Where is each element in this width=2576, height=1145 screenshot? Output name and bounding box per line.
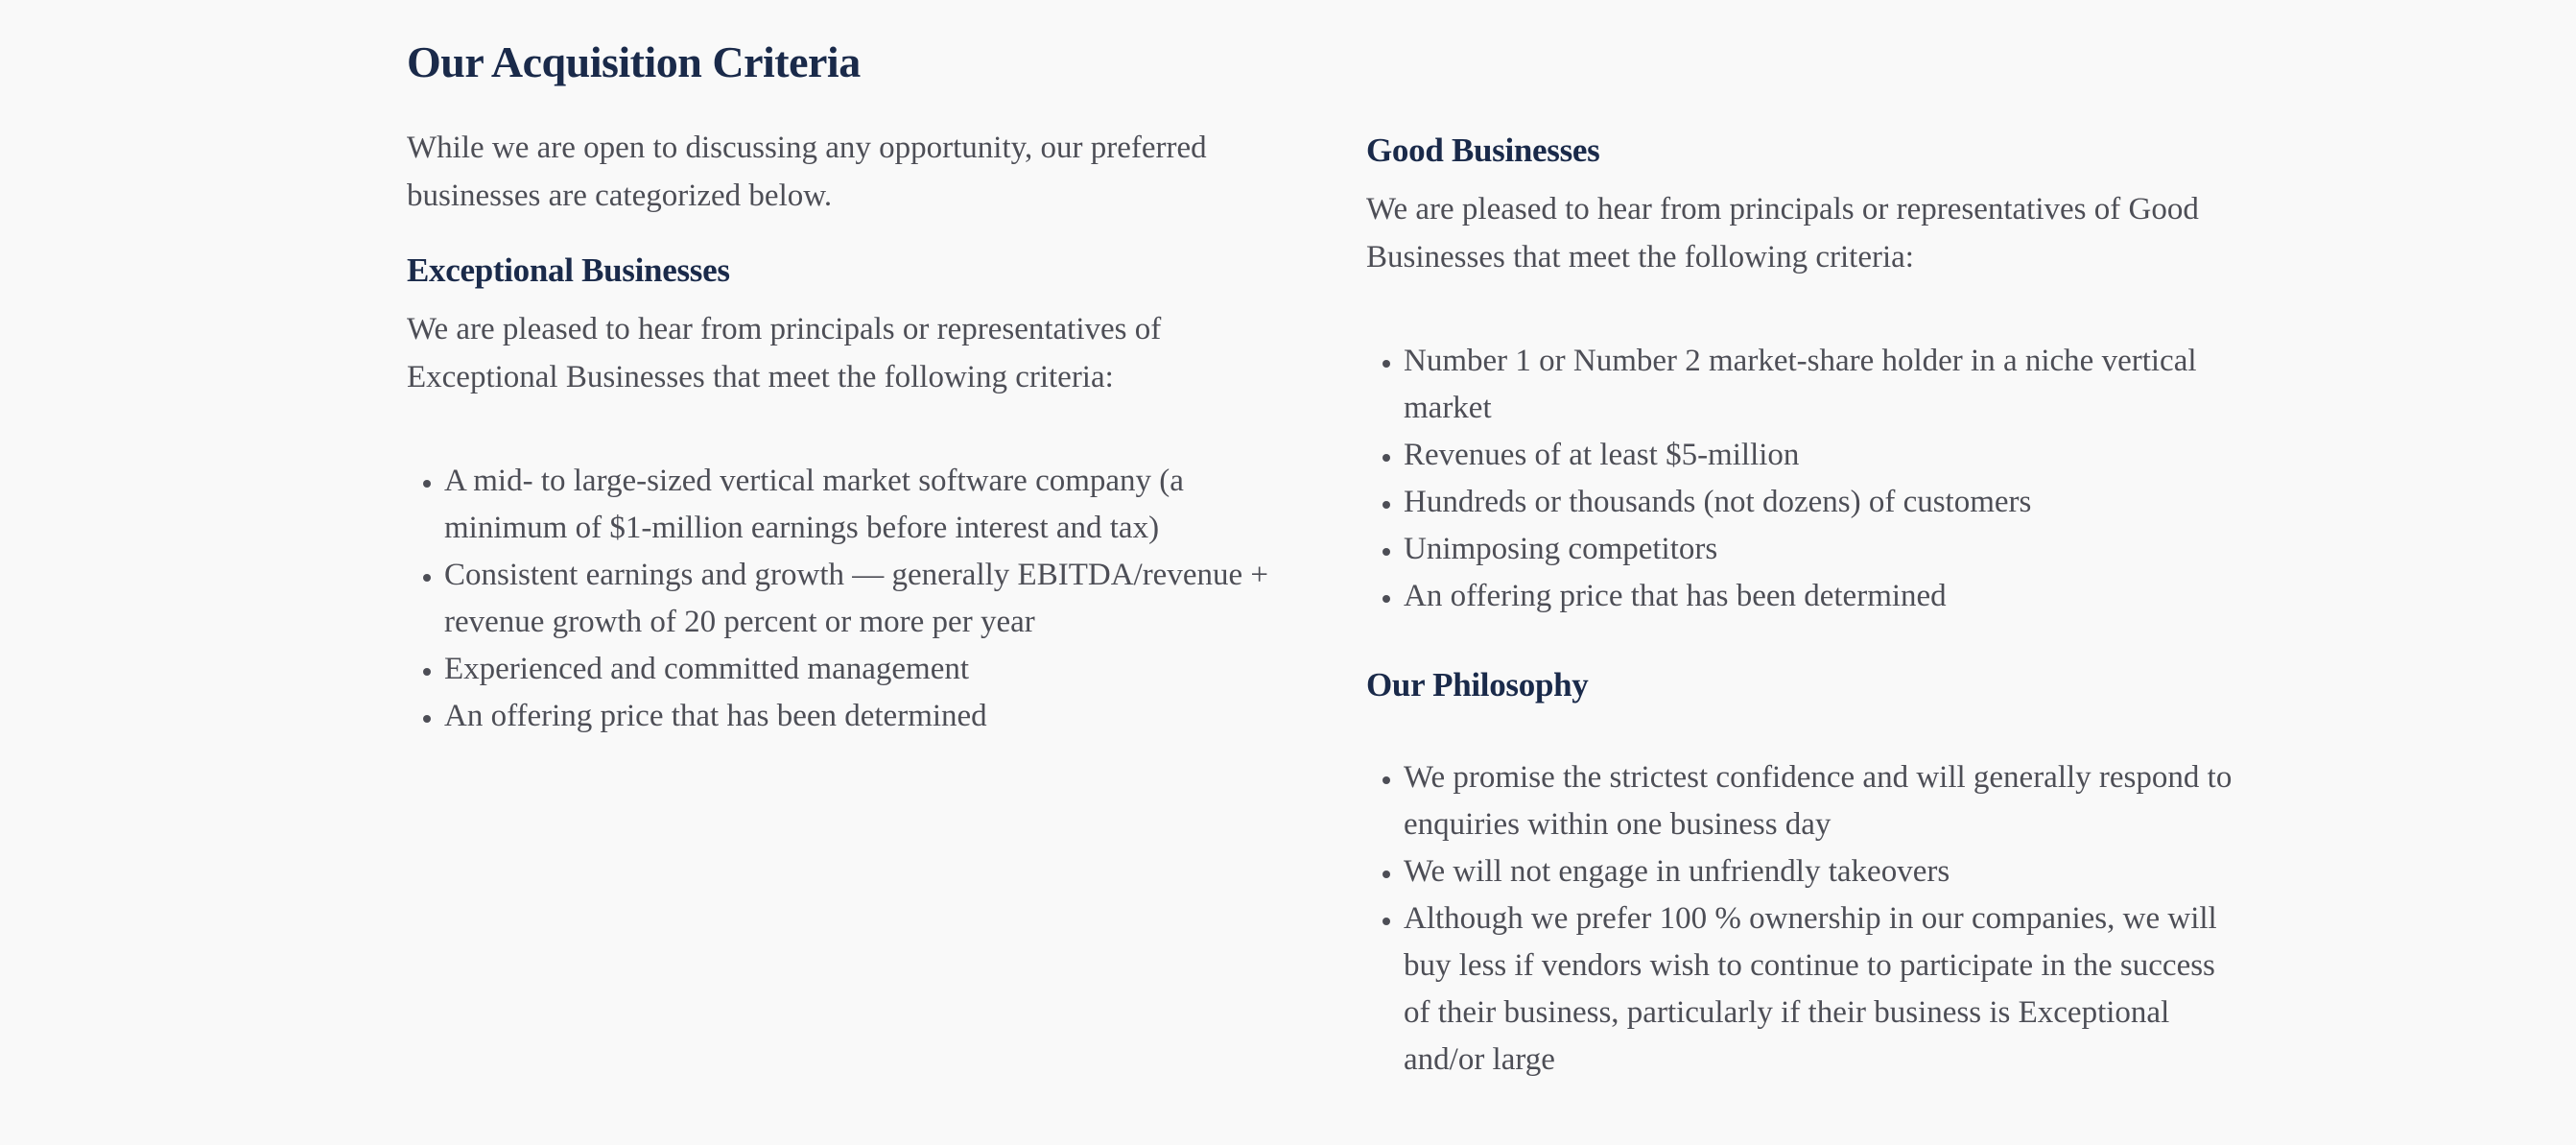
list-item: • Consistent earnings and growth — generally EBITDA/revenue + revenue growth of 20 percent or more per year	[444, 552, 1312, 646]
exceptional-criteria-list	[407, 458, 1312, 740]
good-lead: We are pleased to hear from principals or representatives of Good Businesses that meet the following criteria:	[1366, 192, 2199, 274]
list-item: • Number 1 or Number 2 market-share holder in a niche vertical market	[1404, 338, 2248, 432]
good-criteria-list	[1366, 338, 2248, 620]
philosophy-list	[1366, 754, 2248, 1084]
philosophy-heading: Our Philosophy	[1366, 666, 1589, 704]
good-heading: Good Businesses	[1366, 131, 1600, 169]
list-item: • Unimposing competitors	[1404, 526, 2248, 573]
list-item: • An offering price that has been determined	[444, 693, 1312, 740]
list-item: • Although we prefer 100 % ownership in our companies, we will buy less if vendors wish to continue to participate in the success of their business, particularly if their business is Exceptional and/or large	[1404, 895, 2248, 1084]
list-item: • An offering price that has been determined	[1404, 573, 2248, 620]
list-item: • We will not engage in unfriendly takeovers	[1404, 848, 2248, 895]
page-title: Our Acquisition Criteria	[407, 37, 861, 86]
list-item: • Revenues of at least $5-million	[1404, 432, 2248, 479]
list-item: • Experienced and committed management	[444, 646, 1312, 693]
list-item: • A mid- to large-sized vertical market software company (a minimum of $1-million earnings before interest and tax)	[444, 458, 1312, 552]
intro-text: While we are open to discussing any opportunity, our preferred businesses are categorized below.	[407, 131, 1207, 213]
exceptional-lead: We are pleased to hear from principals or representatives of Exceptional Businesses that meet the following criteria:	[407, 312, 1162, 394]
list-item: • Hundreds or thousands (not dozens) of customers	[1404, 479, 2248, 526]
exceptional-heading: Exceptional Businesses	[407, 251, 730, 289]
list-item: • We promise the strictest confidence and will generally respond to enquiries within one business day	[1404, 754, 2248, 848]
